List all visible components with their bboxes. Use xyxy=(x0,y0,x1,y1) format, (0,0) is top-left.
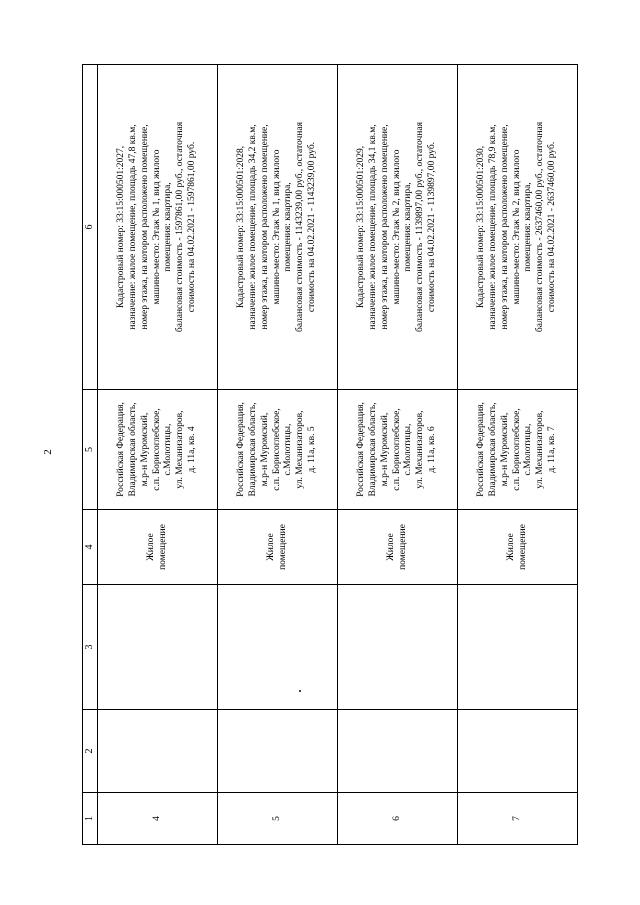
text-line: машино-место: Этаж № 1, вид жилого xyxy=(151,149,162,305)
text-line: с.п. Борисоглебское, xyxy=(271,408,282,491)
text-line: помещение xyxy=(277,524,288,570)
text-line: Жилое xyxy=(505,533,516,561)
text-line: стоимость на 04.02.2021 - 1143239,00 руб. xyxy=(307,141,318,313)
text-line: Жилое xyxy=(145,533,156,561)
property-description xyxy=(338,65,458,390)
column-number: 5 xyxy=(83,390,98,510)
row-number: 6 xyxy=(338,793,458,845)
text-line: д. 11а, кв. 4 xyxy=(187,426,198,473)
text-line: д. 11а, кв. 5 xyxy=(307,426,318,473)
text-line: с.Молотицы, xyxy=(403,423,414,476)
text-line: Владимирская область, xyxy=(127,402,138,497)
text-line: балансовая стоимость - 1139897,00 руб., остаточная xyxy=(415,122,426,332)
text-line: номер этажа, на котором расположено помещение, xyxy=(259,124,270,330)
property-address xyxy=(338,390,458,510)
property-type xyxy=(218,510,338,585)
table-row xyxy=(458,65,578,845)
page-number: 2 xyxy=(42,449,54,455)
text-line: м.р-н Муромский, xyxy=(139,412,150,487)
property-address xyxy=(458,390,578,510)
text-line: машино-место: Этаж № 2, вид жилого xyxy=(391,149,402,305)
cell-col2 xyxy=(218,710,338,793)
property-address xyxy=(98,390,218,510)
text-line: номер этажа, на котором расположено помещение, xyxy=(499,124,510,330)
rotated-table-container xyxy=(82,65,574,845)
text-line: назначение: жилое помещение, площадь 78,9 кв.м, xyxy=(487,124,498,330)
text-line: с.п. Борисоглебское, xyxy=(511,408,522,491)
text-line: стоимость на 04.02.2021 - 1139897,00 руб. xyxy=(427,141,438,313)
text-line: Кадастровый номер: 33:15:000501:2027, xyxy=(115,145,126,309)
text-line: м.р-н Муромский, xyxy=(499,412,510,487)
text-line: с.Молотицы, xyxy=(523,423,534,476)
column-number: 4 xyxy=(83,510,98,585)
text-line: помещение xyxy=(517,524,528,570)
text-line: балансовая стоимость - 1143239,00 руб., остаточная xyxy=(295,122,306,332)
text-line: ул. Механизаторов, xyxy=(175,410,186,489)
text-line: номер этажа, на котором расположено помещение, xyxy=(139,124,150,330)
property-description xyxy=(458,65,578,390)
text-line: номер этажа, на котором расположено помещение, xyxy=(379,124,390,330)
text-line: помещения: квартира, xyxy=(403,182,414,272)
text-line: с.Молотицы, xyxy=(163,423,174,476)
text-line: Жилое xyxy=(385,533,396,561)
property-description xyxy=(98,65,218,390)
property-description xyxy=(218,65,338,390)
text-line: с.Молотицы, xyxy=(283,423,294,476)
column-number: 1 xyxy=(83,793,98,845)
cell-col3 xyxy=(458,585,578,710)
text-line: помещение xyxy=(157,524,168,570)
text-line: ул. Механизаторов, xyxy=(295,410,306,489)
table-row xyxy=(338,65,458,845)
property-type xyxy=(98,510,218,585)
text-line: назначение: жилое помещение, площадь 34,2 кв.м, xyxy=(247,124,258,330)
property-type xyxy=(338,510,458,585)
cell-col2 xyxy=(98,710,218,793)
text-line: Российская Федерация, xyxy=(235,402,246,497)
row-number: 5 xyxy=(218,793,338,845)
property-table xyxy=(82,64,578,845)
text-line: с.п. Борисоглебское, xyxy=(391,408,402,491)
table-row xyxy=(98,65,218,845)
property-address xyxy=(218,390,338,510)
text-line: ул. Механизаторов, xyxy=(415,410,426,489)
text-line: д. 11а, кв. 7 xyxy=(547,426,558,473)
row-number: 7 xyxy=(458,793,578,845)
text-line: помещение xyxy=(397,524,408,570)
scan-speck xyxy=(299,690,301,692)
text-line: Российская Федерация, xyxy=(115,402,126,497)
row-number: 4 xyxy=(98,793,218,845)
text-line: Владимирская область, xyxy=(487,402,498,497)
text-line: Российская Федерация, xyxy=(475,402,486,497)
text-line: стоимость на 04.02.2021 - 2637460,00 руб. xyxy=(547,141,558,313)
property-type xyxy=(458,510,578,585)
text-line: Владимирская область, xyxy=(247,402,258,497)
text-line: Кадастровый номер: 33:15:000501:2029, xyxy=(355,145,366,309)
text-line: помещения: квартира, xyxy=(283,182,294,272)
column-number: 2 xyxy=(83,710,98,793)
text-line: с.п. Борисоглебское, xyxy=(151,408,162,491)
text-line: назначение: жилое помещение, площадь 34,1 кв.м, xyxy=(367,124,378,330)
column-number: 6 xyxy=(83,65,98,390)
column-number-row xyxy=(83,65,98,845)
cell-col3 xyxy=(218,585,338,710)
text-line: Кадастровый номер: 33:15:000501:2028, xyxy=(235,145,246,309)
text-line: помещения: квартира, xyxy=(523,182,534,272)
text-line: Владимирская область, xyxy=(367,402,378,497)
cell-col3 xyxy=(98,585,218,710)
text-line: Жилое xyxy=(265,533,276,561)
text-line: м.р-н Муромский, xyxy=(259,412,270,487)
text-line: помещения: квартира, xyxy=(163,182,174,272)
table-row xyxy=(218,65,338,845)
text-line: машино-место: Этаж № 2, вид жилого xyxy=(511,149,522,305)
cell-col2 xyxy=(338,710,458,793)
text-line: назначение: жилое помещение, площадь 47,8 кв.м, xyxy=(127,124,138,330)
text-line: д. 11а, кв. 6 xyxy=(427,426,438,473)
text-line: машино-место: Этаж № 1, вид жилого xyxy=(271,149,282,305)
text-line: Российская Федерация, xyxy=(355,402,366,497)
cell-col2 xyxy=(458,710,578,793)
text-line: ул. Механизаторов, xyxy=(535,410,546,489)
text-line: стоимость на 04.02.2021 - 1597861,00 руб. xyxy=(187,141,198,313)
text-line: Кадастровый номер: 33:15:000501:2030, xyxy=(475,145,486,309)
text-line: балансовая стоимость - 2637460,00 руб., остаточная xyxy=(535,121,546,333)
cell-col3 xyxy=(338,585,458,710)
text-line: м.р-н Муромский, xyxy=(379,412,390,487)
text-line: балансовая стоимость - 1597861,00 руб., остаточная xyxy=(175,121,186,333)
column-number: 3 xyxy=(83,585,98,710)
